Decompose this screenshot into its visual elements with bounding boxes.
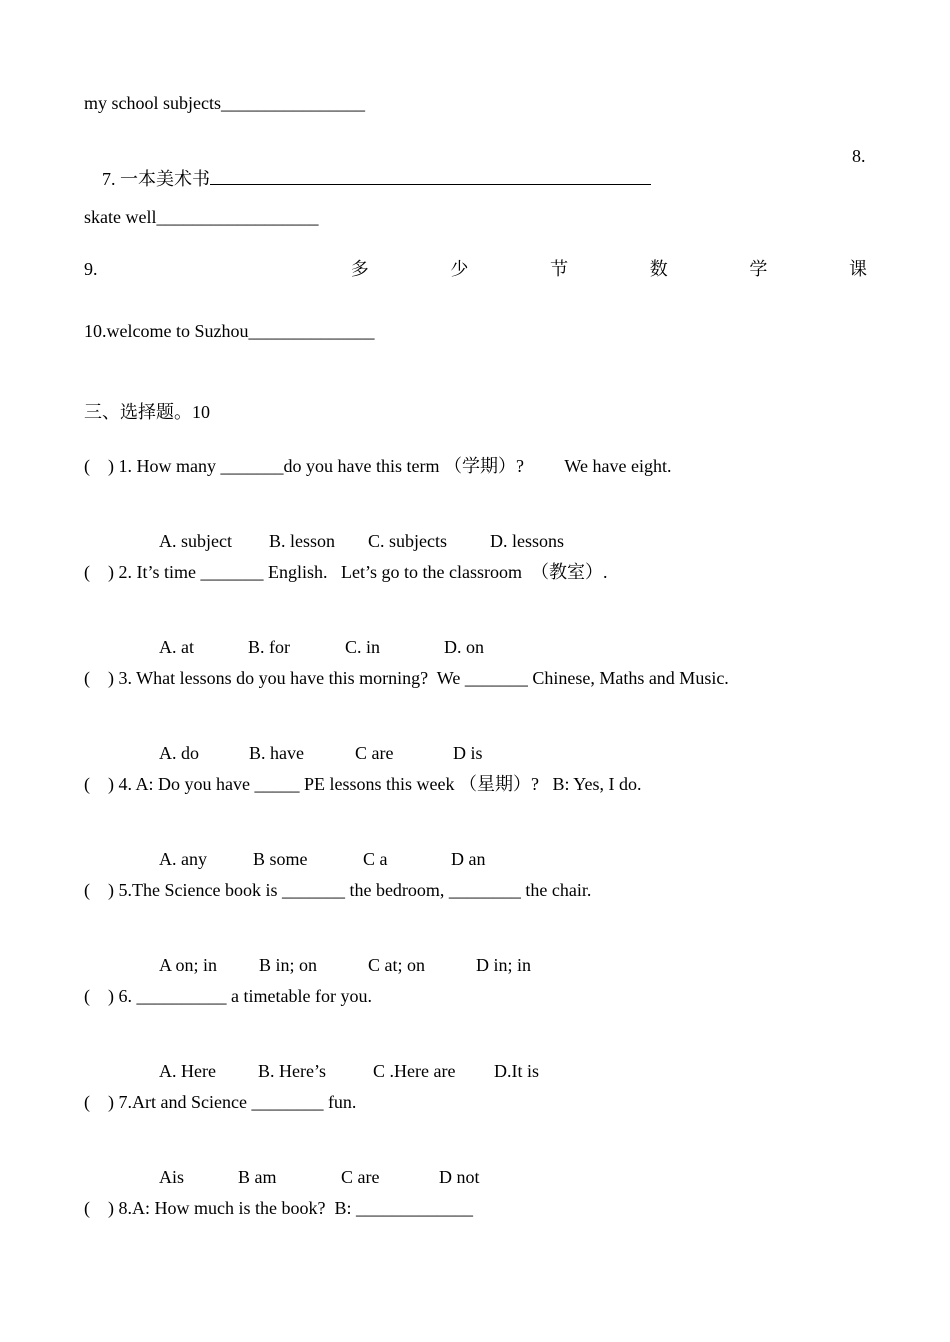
item9-char: 数 [649, 259, 668, 279]
option: B am [238, 1167, 277, 1187]
option: B. for [248, 637, 290, 657]
option: A. at [159, 637, 194, 657]
item9-char: 多 [350, 259, 369, 279]
option: C are [355, 743, 394, 763]
section-title: 三、选择题。10 [84, 402, 210, 422]
translation-item-7-text: 7. 一本美术书 [102, 169, 210, 189]
option: B some [253, 849, 308, 869]
option: B. Here’s [258, 1061, 326, 1081]
question-stem: ( ) 3. What lessons do you have this morning? We _______ Chinese, Maths and Music. [84, 668, 729, 688]
question-stem: ( ) 4. A: Do you have _____ PE lessons this week （星期）? B: Yes, I do. [84, 774, 642, 794]
option: D not [439, 1167, 480, 1187]
option: D in; in [476, 955, 532, 975]
question-stem: ( ) 7.Art and Science ________ fun. [84, 1092, 357, 1112]
translation-item-8-number: 8. [852, 146, 866, 166]
option: A. subject [159, 531, 232, 551]
option: B. have [249, 743, 304, 763]
option: A. do [159, 743, 199, 763]
option: D an [451, 849, 486, 869]
translation-item-9 [84, 258, 867, 280]
option: D.It is [494, 1061, 539, 1081]
question-stem: ( ) 2. It’s time _______ English. Let’s go to the classroom （教室）. [84, 562, 608, 582]
option: A. Here [159, 1061, 216, 1081]
option: C. in [345, 637, 381, 657]
item9-char: 学 [749, 259, 768, 279]
translation-item-7 [84, 145, 640, 212]
question-stem: ( ) 1. How many _______do you have this term （学期）? We have eight. [84, 456, 672, 476]
option: Ais [159, 1167, 185, 1187]
option: A on; in [159, 955, 218, 975]
option: A. any [159, 849, 207, 869]
option: B in; on [259, 955, 318, 975]
option: C .Here are [373, 1061, 456, 1081]
translation-item-skate-well: skate well__________________ [84, 207, 319, 227]
option: C. subjects [368, 531, 447, 551]
item9-char: 少 [450, 259, 469, 279]
answer-blank-7 [210, 167, 651, 185]
question-stem: ( ) 8.A: How much is the book? B: _____________ [84, 1198, 473, 1218]
option: D is [453, 743, 483, 763]
item9-char: 节 [550, 259, 569, 279]
option: C are [341, 1167, 380, 1187]
option: C at; on [368, 955, 425, 975]
option: C a [363, 849, 388, 869]
option: D. on [444, 637, 484, 657]
option: B. lesson [269, 531, 336, 551]
question-stem: ( ) 6. __________ a timetable for you. [84, 986, 372, 1006]
option: D. lessons [490, 531, 565, 551]
question-stem: ( ) 5.The Science book is _______ the bedroom, ________ the chair. [84, 880, 592, 900]
item9-char: 9. [84, 259, 98, 279]
item9-char: 课 [848, 259, 867, 279]
translation-item-my-school-subjects: my school subjects________________ [84, 93, 365, 113]
translation-item-10: 10.welcome to Suzhou______________ [84, 321, 375, 341]
